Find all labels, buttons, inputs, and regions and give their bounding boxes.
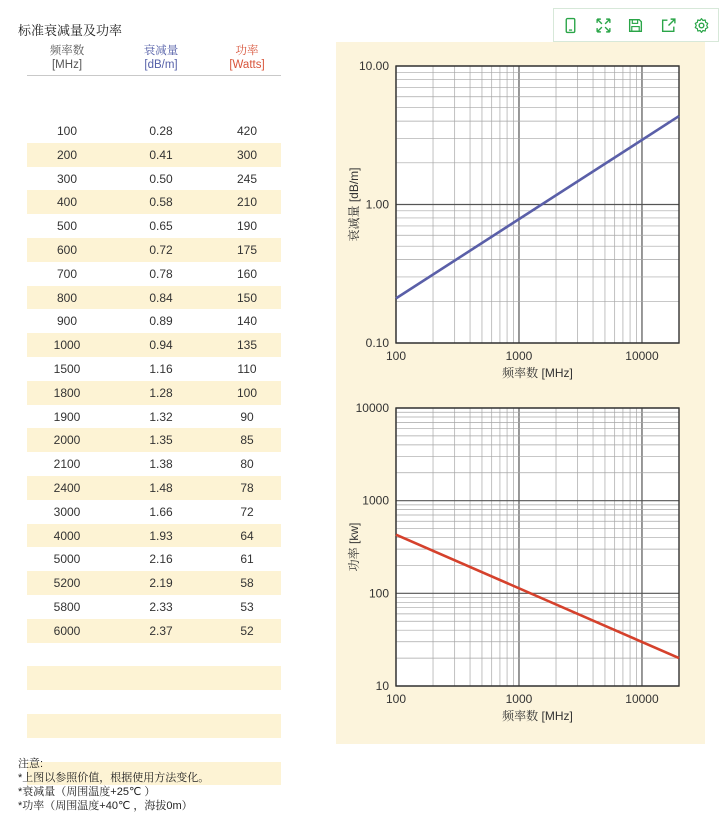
attenuation-cell: 0.84 <box>149 290 173 305</box>
table-row <box>27 452 281 476</box>
power-cell: 78 <box>240 480 254 495</box>
x-tick-label: 100 <box>385 349 407 363</box>
share-button[interactable] <box>652 9 685 41</box>
attenuation-cell: 1.93 <box>149 528 173 543</box>
table-row <box>27 381 281 405</box>
attenuation-cell: 2.33 <box>149 599 173 614</box>
frequency-cell: 2000 <box>53 433 81 448</box>
table-row <box>27 167 281 191</box>
charts-svg <box>336 42 705 744</box>
y-tick-label: 1.00 <box>365 197 389 212</box>
charts-panel <box>336 42 705 744</box>
share-icon <box>660 17 677 34</box>
frequency-cell: 1800 <box>53 385 81 400</box>
power-cell: 160 <box>236 266 258 281</box>
table-row <box>27 476 281 500</box>
x-tick-label: 100 <box>385 692 407 706</box>
header-frequency: 频率数 [MHz] <box>49 45 85 71</box>
power-cell: 53 <box>240 599 254 614</box>
table-body <box>27 119 281 785</box>
attenuation-cell: 0.50 <box>149 171 173 186</box>
y-tick-label: 10 <box>375 679 389 693</box>
frequency-cell: 700 <box>56 266 78 281</box>
frequency-cell: 2100 <box>53 457 81 472</box>
frequency-cell: 5200 <box>53 576 81 591</box>
empty-row <box>27 643 281 667</box>
notes <box>18 757 209 813</box>
power-cell: 90 <box>240 409 254 424</box>
frequency-cell: 5000 <box>53 552 81 567</box>
table-row <box>27 333 281 357</box>
attenuation-cell: 2.37 <box>149 623 173 638</box>
table-row <box>27 595 281 619</box>
attenuation-cell: 1.35 <box>149 433 173 448</box>
power-cell: 72 <box>240 504 254 519</box>
power-cell: 300 <box>236 147 258 162</box>
power-cell: 85 <box>240 433 254 448</box>
y-tick-label: 0.10 <box>365 336 389 350</box>
table-row <box>27 571 281 595</box>
attenuation-cell: 0.28 <box>149 124 173 138</box>
frequency-cell: 4000 <box>53 528 81 543</box>
y-axis-label: 衰减量 [dB/m] <box>347 167 361 242</box>
save-icon <box>627 17 644 34</box>
mobile-icon <box>562 17 579 34</box>
attenuation-cell: 1.48 <box>149 480 173 495</box>
power-cell: 140 <box>236 314 258 329</box>
frequency-cell: 600 <box>56 242 78 257</box>
mobile-view-button[interactable] <box>554 9 587 41</box>
x-tick-label: 1000 <box>505 349 533 363</box>
table-row <box>27 357 281 381</box>
table-row <box>27 309 281 333</box>
table-row <box>27 428 281 452</box>
power-cell: 58 <box>240 576 254 591</box>
table-row <box>27 238 281 262</box>
spec-table <box>27 40 281 746</box>
attenuation-cell: 0.41 <box>149 147 173 162</box>
table-row <box>27 524 281 548</box>
power-cell: 52 <box>240 623 254 638</box>
table-row <box>27 405 281 429</box>
y-tick-label: 10000 <box>355 401 389 415</box>
y-tick-label: 10.00 <box>358 59 389 73</box>
note-line: *上图以参照价值，根据使用方法变化。 <box>18 772 210 784</box>
frequency-cell: 300 <box>56 171 78 186</box>
settings-button[interactable] <box>685 9 718 41</box>
empty-row <box>27 690 281 714</box>
table-row <box>27 286 281 310</box>
attenuation-cell: 0.78 <box>149 266 173 281</box>
power-cell: 80 <box>240 457 254 472</box>
table-row <box>27 262 281 286</box>
attenuation-cell: 2.16 <box>149 552 173 567</box>
header-attenuation: 衰减量 [dB/m] <box>143 45 179 71</box>
table-row <box>27 143 281 167</box>
note-line: *功率（周围温度+40℃ ，海拔0m） <box>18 800 193 812</box>
attenuation-cell: 1.32 <box>149 409 173 424</box>
attenuation-cell: 2.19 <box>149 576 173 591</box>
header-divider <box>27 75 281 76</box>
frequency-cell: 200 <box>56 147 78 162</box>
frequency-cell: 3000 <box>53 504 81 519</box>
attenuation-cell: 0.72 <box>149 242 173 257</box>
attenuation-cell: 0.94 <box>149 338 173 353</box>
page-title: 标准衰减量及功率 <box>18 23 123 38</box>
power-cell: 61 <box>240 552 254 567</box>
power-cell: 150 <box>236 290 258 305</box>
power-cell: 245 <box>236 171 258 186</box>
table-row <box>27 547 281 571</box>
x-tick-label: 10000 <box>625 349 659 363</box>
attenuation-cell: 1.38 <box>149 457 173 472</box>
frequency-cell: 5800 <box>53 599 81 614</box>
table-row <box>27 500 281 524</box>
chart-toolbar <box>553 8 719 42</box>
x-tick-label: 10000 <box>625 692 659 706</box>
frequency-cell: 2400 <box>53 480 81 495</box>
power-cell: 175 <box>236 242 258 257</box>
empty-row <box>27 714 281 738</box>
notes-title: 注意: <box>18 758 44 770</box>
power-cell: 420 <box>236 124 258 138</box>
frequency-cell: 100 <box>56 124 78 138</box>
save-button[interactable] <box>620 9 653 41</box>
frequency-cell: 1000 <box>53 338 81 353</box>
power-cell: 210 <box>236 195 258 210</box>
power-cell: 100 <box>236 385 258 400</box>
table-row <box>27 119 281 143</box>
header-power: 功率 [Watts] <box>229 45 265 71</box>
x-axis-label: 频率数 [MHz] <box>502 366 573 380</box>
frequency-cell: 800 <box>56 290 78 305</box>
attenuation-cell: 0.65 <box>149 219 173 234</box>
x-tick-label: 1000 <box>505 692 533 706</box>
x-axis-label: 频率数 [MHz] <box>502 709 573 723</box>
fullscreen-icon <box>595 17 612 34</box>
y-tick-label: 1000 <box>362 493 389 508</box>
frequency-cell: 500 <box>56 219 78 234</box>
fullscreen-button[interactable] <box>587 9 620 41</box>
power-cell: 135 <box>236 338 258 353</box>
frequency-cell: 1900 <box>53 409 81 424</box>
attenuation-cell: 1.66 <box>149 504 173 519</box>
empty-row <box>27 666 281 690</box>
power-cell: 64 <box>240 528 254 543</box>
table-row <box>27 619 281 643</box>
power-cell: 190 <box>236 219 258 234</box>
y-tick-label: 100 <box>368 586 389 601</box>
settings-icon <box>693 17 710 34</box>
attenuation-cell: 1.16 <box>149 361 173 376</box>
frequency-cell: 400 <box>56 195 78 210</box>
note-line: *衰减量（周围温度+25℃ ） <box>18 786 156 798</box>
frequency-cell: 900 <box>56 314 78 329</box>
y-axis-label: 功率 [kw] <box>347 522 361 572</box>
attenuation-cell: 1.28 <box>149 385 173 400</box>
table-row <box>27 190 281 214</box>
table-row <box>27 214 281 238</box>
power-cell: 110 <box>237 361 257 376</box>
attenuation-cell: 0.58 <box>149 195 173 210</box>
frequency-cell: 6000 <box>53 623 81 638</box>
frequency-cell: 1500 <box>53 361 81 376</box>
attenuation-cell: 0.89 <box>149 314 173 329</box>
